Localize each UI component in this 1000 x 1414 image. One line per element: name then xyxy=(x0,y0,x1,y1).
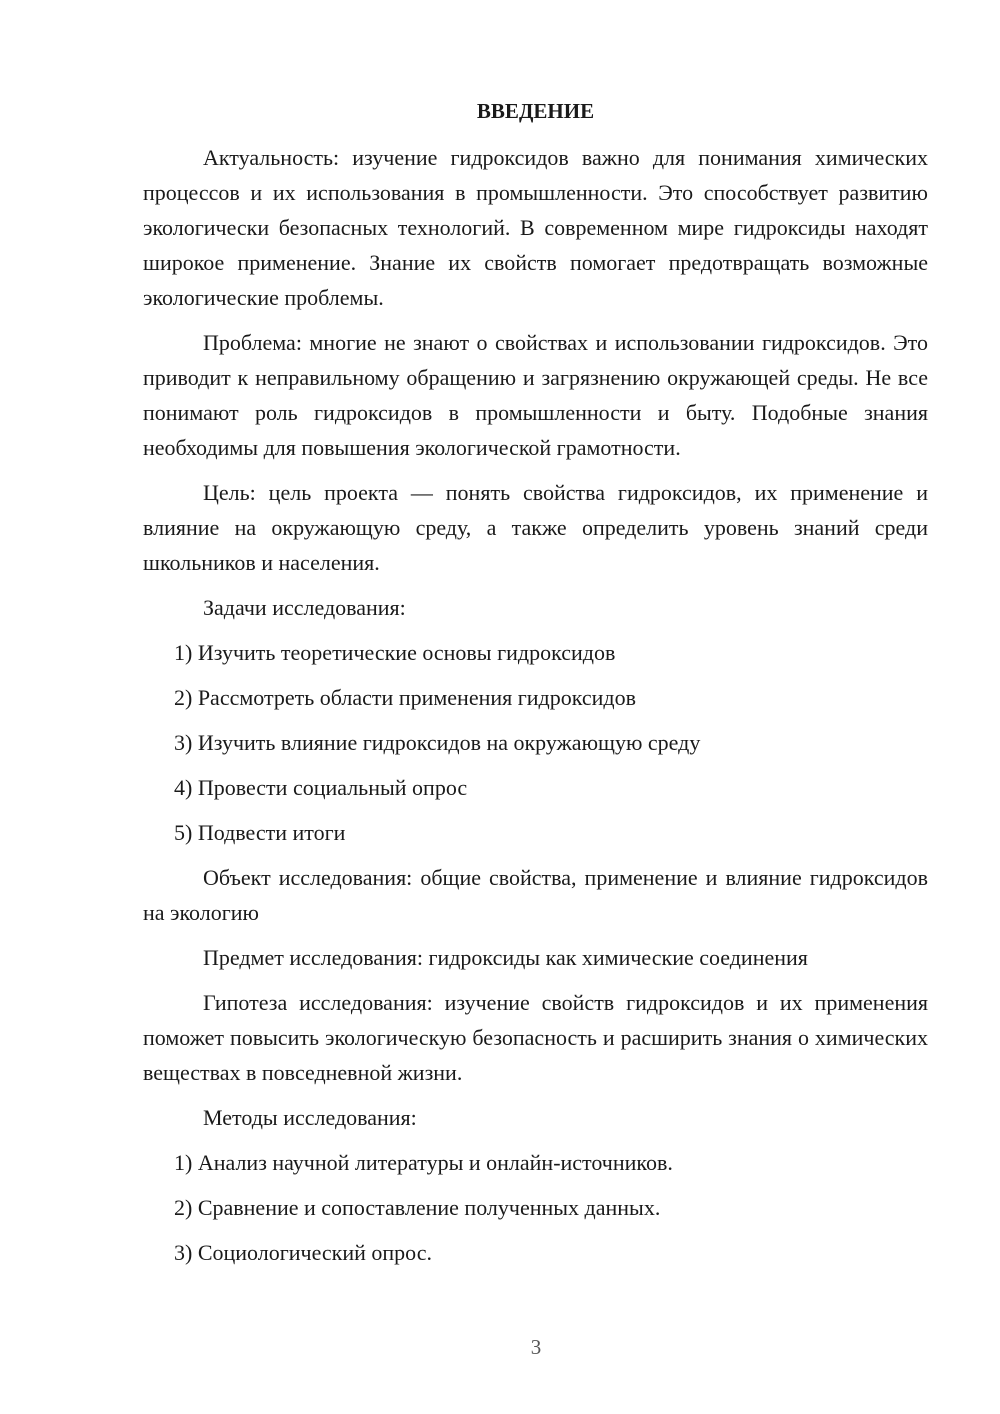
list-item: 3) Изучить влияние гидроксидов на окружающую среду xyxy=(174,730,701,755)
section-title: ВВЕДЕНИЕ xyxy=(476,99,595,123)
list-item: 1) Изучить теоретические основы гидроксидов xyxy=(174,640,616,665)
paragraph-object: Объект исследования: общие свойства, применение и влияние гидроксидов на экологию xyxy=(143,865,928,925)
list-item: 3) Социологический опрос. xyxy=(174,1240,432,1265)
methods-list xyxy=(143,1145,928,1270)
paragraph-subject: Предмет исследования: гидроксиды как химические соединения xyxy=(203,945,808,970)
methods-heading: Методы исследования: xyxy=(203,1105,417,1130)
document-page xyxy=(143,96,928,1280)
list-item: 2) Рассмотреть области применения гидроксидов xyxy=(174,685,637,710)
tasks-list xyxy=(143,635,928,850)
paragraph-hypothesis: Гипотеза исследования: изучение свойств гидроксидов и их применения поможет повысить экологическую безопасность и расширить знания о химических веществах в повседневной жизни. xyxy=(143,990,928,1085)
paragraph-problem: Проблема: многие не знают о свойствах и использовании гидроксидов. Это приводит к неправильному обращению и загрязнению окружающей среды. Не все понимают роль гидроксидов в промышленности и быту. Подобные знания необходимы для повышения экологической грамотности. xyxy=(143,330,928,460)
paragraph-relevance: Актуальность: изучение гидроксидов важно для понимания химических процессов и их использования в промышленности. Это способствует развитию экологически безопасных технологий. В современном мире гидроксиды находят широкое применение. Знание их свойств помогает предотвращать возможные экологические проблемы. xyxy=(143,145,928,310)
list-item: 5) Подвести итоги xyxy=(174,820,346,845)
list-item: 4) Провести социальный опрос xyxy=(174,775,468,800)
list-item: 2) Сравнение и сопоставление полученных данных. xyxy=(174,1195,661,1220)
page-number: 3 xyxy=(530,1335,542,1359)
tasks-heading: Задачи исследования: xyxy=(203,595,406,620)
list-item: 1) Анализ научной литературы и онлайн-источников. xyxy=(174,1150,673,1175)
paragraph-goal: Цель: цель проекта — понять свойства гидроксидов, их применение и влияние на окружающую среду, а также определить уровень знаний среди школьников и населения. xyxy=(143,480,928,575)
